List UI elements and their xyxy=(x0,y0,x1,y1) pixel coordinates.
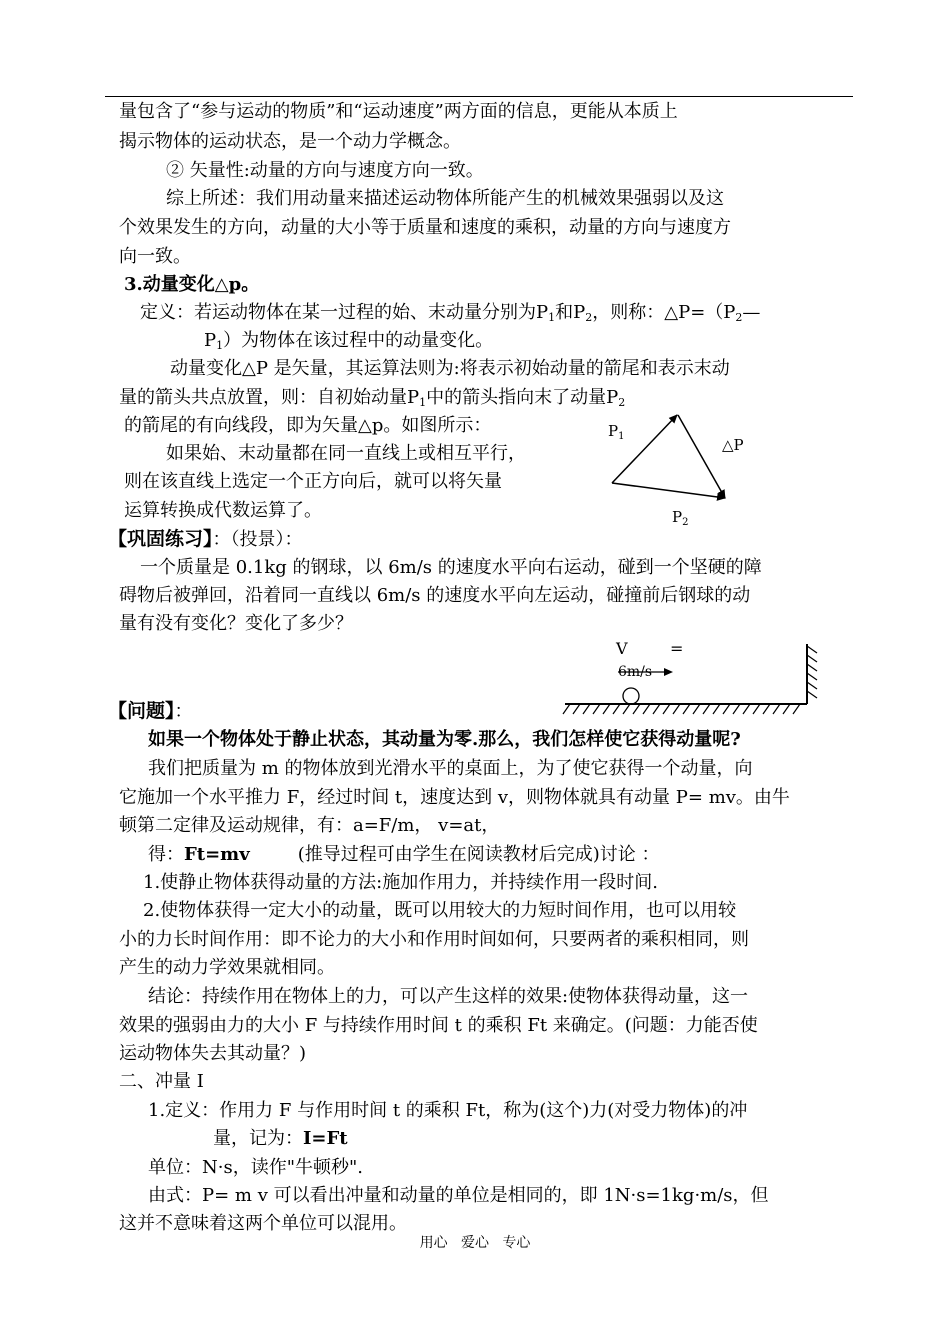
practice-line: 一个质量是 0.1kg 的钢球，以 6m/s 的速度水平向右运动，碰到一个坚硬的障 xyxy=(140,557,762,578)
wall-hatching xyxy=(807,646,817,698)
practice-line: 碍物后被弹回，沿着同一直线以 6m/s 的速度水平向左运动，碰撞前后钢球的动 xyxy=(119,585,751,606)
summary-line: 个效果发生的方向，动量的大小等于质量和速度的乘积，动量的方向与速度方 xyxy=(119,217,731,238)
conclusion-line: 运动物体失去其动量？) xyxy=(119,1043,307,1064)
summary-line: 向一致。 xyxy=(119,246,191,267)
section-heading: 二、冲量 I xyxy=(119,1071,204,1092)
discussion-2-line: 产生的动力学效果就相同。 xyxy=(119,957,335,978)
conclusion-line: 结论：持续作用在物体上的力，可以产生这样的效果:使物体获得动量，这一 xyxy=(148,986,749,1007)
p2-arrow xyxy=(612,483,725,498)
p2-label: $P_2$ xyxy=(672,508,689,528)
velocity-arrowhead xyxy=(664,668,673,676)
definition-line: $P_1$）为物体在该过程中的动量变化。 xyxy=(204,330,494,352)
problem-question: 如果一个物体处于静止状态，其动量为零.那么，我们怎样使它获得动量呢? xyxy=(148,729,741,750)
rule-line: 的箭尾的有向线段，即为矢量△p。如图所示： xyxy=(124,415,492,436)
paragraph-line: 揭示物体的运动状态，是一个动力学概念。 xyxy=(119,131,461,152)
vector-property: ② 矢量性:动量的方向与速度方向一致。 xyxy=(166,160,484,181)
unit-note-line: 这并不意味着这两个单位可以混用。 xyxy=(119,1213,407,1234)
delta-p-arrow xyxy=(678,415,725,498)
impulse-definition-line: 1.定义：作用力 F 与作用时间 t 的乘积 Ft，称为(这个)力(对受力物体)的冲 xyxy=(148,1100,748,1121)
p1-label: $P_1$ xyxy=(608,422,625,442)
momentum-triangle-figure xyxy=(590,405,760,530)
ball xyxy=(623,688,639,704)
definition-line: 定义：若运动物体在某一过程的始、末动量分别为$P_1$和$P_2$，则称：$\triangle P=(P_2—$ xyxy=(140,302,761,324)
unit-note-line: 由式：P= m v 可以看出冲量和动量的单位是相同的，即 1N·s=1kg·m/s，但 xyxy=(148,1185,769,1206)
result-line: 得：Ft=mv (推导过程可由学生在阅读教材后完成)讨论 ： xyxy=(148,844,660,865)
delta-p-label: △P xyxy=(722,436,744,454)
velocity-label: V xyxy=(616,639,628,658)
impulse-definition-line: 量，记为：I=Ft xyxy=(213,1128,348,1149)
conclusion-line: 效果的强弱由力的大小 F 与持续作用时间 t 的乘积 Ft 来确定。(问题：力能否使 xyxy=(119,1015,758,1036)
rule-line: 动量变化△P 是矢量，其运算法则为:将表示初始动量的箭尾和表示末动 xyxy=(170,358,730,379)
paragraph-line: 量包含了“参与运动的物质”和“运动速度”两方面的信息，更能从本质上 xyxy=(119,101,678,122)
collinear-line: 则在该直线上选定一个正方向后，就可以将矢量 xyxy=(124,471,502,492)
collinear-line: 运算转换成代数运算了。 xyxy=(124,500,322,521)
p1-arrow xyxy=(612,415,677,483)
rule-line: 量的箭头共点放置，则：自初始动量$P_1$中的箭头指向末了动量$P_2$ xyxy=(119,387,626,409)
equals-label: = xyxy=(670,639,684,658)
practice-heading: 【巩固练习】：（投景）： xyxy=(108,528,303,550)
speed-label: 6m/s xyxy=(618,664,653,680)
header-rule xyxy=(105,96,853,97)
discussion-2-line: 2.使物体获得一定大小的动量，既可以用较大的力短时间作用，也可以用较 xyxy=(143,900,737,921)
summary-line: 综上所述：我们用动量来描述运动物体所能产生的机械效果强弱以及这 xyxy=(166,188,724,209)
explain-line: 它施加一个水平推力 F，经过时间 t，速度达到 v，则物体就具有动量 P= mv。由牛 xyxy=(119,787,790,808)
page-footer: 用心 爱心 专心 xyxy=(419,1235,531,1251)
collinear-line: 如果始、末动量都在同一直线上或相互平行， xyxy=(166,443,526,464)
ball-wall-figure xyxy=(560,632,830,722)
problem-heading: 【问题】： xyxy=(108,700,193,722)
explain-line: 顿第二定律及运动规律，有：a=F/m， v=at， xyxy=(119,815,500,836)
practice-line: 量有没有变化？变化了多少？ xyxy=(119,613,353,634)
explain-line: 我们把质量为 m 的物体放到光滑水平的桌面上，为了使它获得一个动量，向 xyxy=(148,758,753,779)
section-heading: 3.动量变化△p。 xyxy=(124,274,260,295)
discussion-2-line: 小的力长时间作用：即不论力的大小和作用时间如何，只要两者的乘积相同，则 xyxy=(119,929,749,950)
unit-line: 单位：N·s，读作"牛顿秒". xyxy=(148,1157,363,1178)
floor-hatching xyxy=(563,704,800,714)
discussion-1: 1.使静止物体获得动量的方法:施加作用力，并持续作用一段时间. xyxy=(143,872,658,893)
